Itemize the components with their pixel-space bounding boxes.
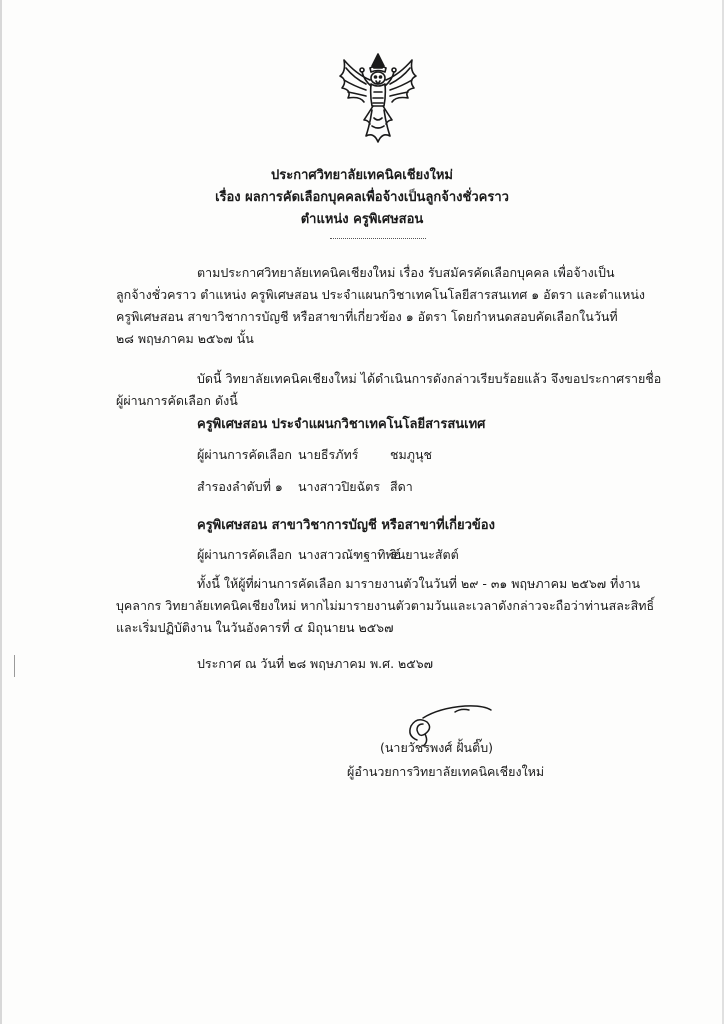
paragraph-line: ทั้งนี้ ให้ผู้ที่ผ่านการคัดเลือก มารายงานตัวในวันที่ ๒๙ - ๓๑ พฤษภาคม ๒๕๖๗ ที่งาน (197, 576, 641, 591)
section-heading-it: ครูพิเศษสอน ประจำแผนกวิชาเทคโนโลยีสารสนเทศ (197, 417, 486, 432)
section-heading-accounting: ครูพิเศษสอน สาขาวิชาการบัญชี หรือสาขาที่เกี่ยวข้อง (197, 518, 495, 533)
paragraph-line: ตามประกาศวิทยาลัยเทคนิคเชียงใหม่ เรื่อง รับสมัครคัดเลือกบุคคล เพื่อจ้างเป็น (197, 265, 615, 280)
candidate-last-name: ชมภูนุช (390, 447, 432, 462)
scan-edge-left (0, 0, 2, 1024)
paragraph-line: บุคลากร วิทยาลัยเทคนิคเชียงใหม่ หากไม่มารายงานตัวตามวันและเวลาดังกล่าวจะถือว่าท่านสละสิทธิ์ (116, 598, 655, 613)
candidate-first-name: นางสาวปิยฉัตร (298, 479, 380, 494)
announcement-title: ประกาศวิทยาลัยเทคนิคเชียงใหม่ (270, 168, 454, 183)
announcement-date: ประกาศ ณ วันที่ ๒๘ พฤษภาคม พ.ศ. ๒๕๖๗ (197, 656, 434, 671)
candidate-status: ผู้ผ่านการคัดเลือก (197, 447, 293, 462)
paragraph-line: ลูกจ้างชั่วคราว ตำแหน่ง ครูพิเศษสอน ประจำแผนกวิชาเทคโนโลยีสารสนเทศ ๑ อัตรา และตำแหน่ง (116, 287, 645, 302)
paragraph-report (116, 573, 655, 639)
scan-artifact (14, 655, 15, 677)
announcement-subject: เรื่อง ผลการคัดเลือกบุคคลเพื่อจ้างเป็นลูกจ้างชั่วคราว (215, 190, 509, 205)
candidate-status: ผู้ผ่านการคัดเลือก (197, 547, 293, 562)
title-divider (330, 238, 426, 239)
paragraph-line: ๒๘ พฤษภาคม ๒๕๖๗ นั้น (116, 331, 254, 346)
candidate-last-name: สีดา (390, 479, 413, 494)
paragraph-line: และเริ่มปฏิบัติงาน ในวันอังคารที่ ๔ มิถุนายน ๒๕๖๗ (116, 620, 394, 635)
paragraph-line: ผู้ผ่านการคัดเลือก ดังนี้ (116, 393, 238, 408)
garuda-emblem-icon (330, 50, 426, 146)
paragraph-line: บัดนี้ วิทยาลัยเทคนิคเชียงใหม่ ได้ดำเนินการดังกล่าวเรียบร้อยแล้ว จึงขอประกาศรายชื่อ (197, 371, 662, 386)
candidate-first-name: นางสาวณัฑฐาทิพย์ (298, 547, 402, 562)
candidate-last-name: รินยานะสัตต์ (390, 547, 459, 562)
signatory-name: (นายวัชรพงศ์ ฝั้นติ๊บ) (380, 740, 494, 755)
announcement-position: ตำแหน่ง ครูพิเศษสอน (300, 212, 424, 227)
paragraph-intro (116, 262, 645, 350)
paragraph-line: ครูพิเศษสอน สาขาวิชาการบัญชี หรือสาขาที่เกี่ยวข้อง ๑ อัตรา โดยกำหนดสอบคัดเลือกในวันที่ (116, 309, 618, 324)
signatory-position: ผู้อำนวยการวิทยาลัยเทคนิคเชียงใหม่ (347, 764, 545, 779)
candidate-first-name: นายธีรภัทร์ (298, 447, 359, 462)
paragraph-result (116, 368, 662, 412)
candidate-status: สำรองลำดับที่ ๑ (197, 479, 283, 494)
